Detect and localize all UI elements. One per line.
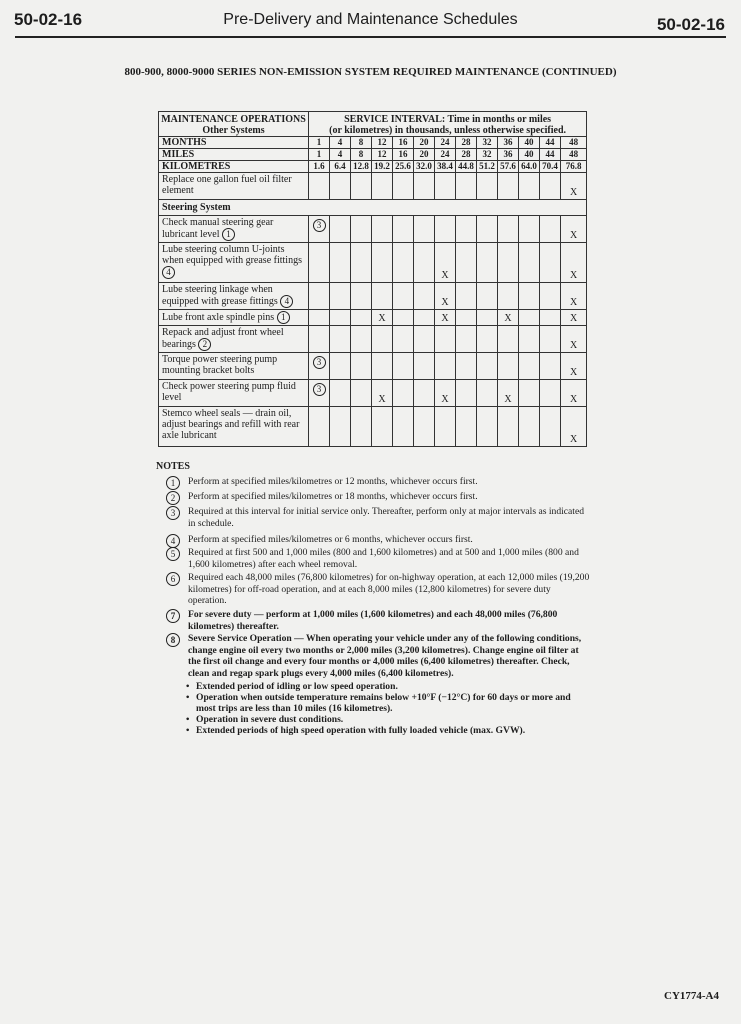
interval-cell: X <box>435 283 456 310</box>
interval-cell <box>330 216 351 243</box>
note-item <box>166 534 590 546</box>
interval-cell <box>498 407 519 447</box>
months-cell: 4 <box>330 137 351 149</box>
miles-cell: 8 <box>351 149 372 161</box>
interval-cell <box>372 283 393 310</box>
kilometres-cell: 38.4 <box>435 161 456 173</box>
kilometres-cell: 19.2 <box>372 161 393 173</box>
operation-cell <box>159 243 309 283</box>
interval-cell <box>456 380 477 407</box>
note-text: Severe Service Operation — When operating your vehicle under any of the following conditions, change engine oil every two months or 2,000 miles (3,200 kilometres). Change engine oil filter at the first oil change and every four months or 4,000 miles (6,400 kilometres) thereafter. Check, clean and regap spark plugs every 4,000 miles (6,400 kilometres). <box>188 633 582 679</box>
interval-cell <box>498 216 519 243</box>
interval-cell <box>414 216 435 243</box>
interval-cell <box>351 173 372 200</box>
interval-cell <box>393 326 414 353</box>
bullet-icon: • <box>186 714 190 725</box>
interval-cell <box>351 407 372 447</box>
interval-cell <box>540 243 561 283</box>
interval-cell: X <box>372 310 393 326</box>
operation-text: Torque power steering pump mounting bracket bolts <box>162 354 278 376</box>
interval-cell: X <box>561 353 587 380</box>
operation-text: Check manual steering gear lubricant level <box>162 217 274 240</box>
note-ref-icon: 2 <box>198 338 211 351</box>
note-number-icon: 2 <box>166 491 180 505</box>
note-number-icon: 5 <box>166 547 180 561</box>
page-number-right: 50-02-16 <box>656 15 725 34</box>
operation-cell <box>159 407 309 447</box>
note-item <box>166 491 590 503</box>
operation-text: Lube front axle spindle pins <box>162 311 275 323</box>
note-number-icon: 6 <box>166 572 180 586</box>
table-row <box>159 216 587 243</box>
note-item <box>166 572 590 607</box>
table-header-row <box>159 112 587 137</box>
document-title: 800-900, 8000-9000 SERIES NON-EMISSION SYSTEM REQUIRED MAINTENANCE (CONTINUED) <box>124 66 617 78</box>
table-row <box>159 283 587 310</box>
interval-cell <box>435 216 456 243</box>
note-number-icon: 3 <box>166 506 180 520</box>
interval-cell: X <box>435 380 456 407</box>
operation-text: Lube steering linkage when equipped with grease fittings <box>162 284 278 307</box>
initial-service-cell <box>309 353 330 380</box>
miles-cell: 48 <box>561 149 587 161</box>
interval-cell <box>477 173 498 200</box>
interval-cell <box>519 243 540 283</box>
note-item <box>166 547 590 570</box>
interval-cell <box>351 380 372 407</box>
miles-label: MILES <box>159 149 309 161</box>
interval-cell <box>540 310 561 326</box>
kilometres-cell: 44.8 <box>456 161 477 173</box>
interval-header-line1: SERVICE INTERVAL: Time in months or miles <box>344 114 552 125</box>
miles-cell: 1 <box>309 149 330 161</box>
interval-cell <box>477 326 498 353</box>
interval-cell <box>393 173 414 200</box>
bullet-text: Extended period of idling or low speed operation. <box>196 681 398 692</box>
interval-cell <box>309 283 330 310</box>
interval-cell <box>414 353 435 380</box>
interval-cell <box>330 173 351 200</box>
operation-text: Lube steering column U-joints when equipped with grease fittings <box>162 244 302 266</box>
interval-cell <box>519 407 540 447</box>
bullet-icon: • <box>186 725 190 736</box>
kilometres-cell: 64.0 <box>519 161 540 173</box>
miles-cell: 40 <box>519 149 540 161</box>
operation-cell <box>159 353 309 380</box>
kilometres-cell: 6.4 <box>330 161 351 173</box>
note-text: Required at first 500 and 1,000 miles (800 and 1,600 kilometres) and at 500 and 1,000 miles (800 and 1,600 kilometres) after each wheel removal. <box>188 547 579 570</box>
interval-cell <box>414 243 435 283</box>
interval-cell <box>414 283 435 310</box>
interval-cell <box>456 243 477 283</box>
interval-cell <box>414 380 435 407</box>
interval-cell <box>330 353 351 380</box>
table-row <box>159 326 587 353</box>
note-text: For severe duty — perform at 1,000 miles (1,600 kilometres) and each 48,000 miles (76,800 kilometres) thereafter. <box>188 609 558 632</box>
table-row <box>159 380 587 407</box>
bullet-item <box>186 681 590 692</box>
interval-cell <box>393 216 414 243</box>
months-cell: 16 <box>393 137 414 149</box>
table-row <box>159 310 587 326</box>
note-text: Perform at specified miles/kilometres or 12 months, whichever occurs first. <box>188 476 478 487</box>
months-cell: 8 <box>351 137 372 149</box>
note-number-icon: 1 <box>166 476 180 490</box>
months-row <box>159 137 587 149</box>
kilometres-cell: 1.6 <box>309 161 330 173</box>
months-label: MONTHS <box>159 137 309 149</box>
operation-cell <box>159 173 309 200</box>
note-ref-icon: 1 <box>277 311 290 324</box>
operation-cell <box>159 326 309 353</box>
operation-cell <box>159 310 309 326</box>
operations-header-line1: MAINTENANCE OPERATIONS <box>161 114 306 125</box>
miles-cell: 44 <box>540 149 561 161</box>
interval-cell <box>330 243 351 283</box>
interval-cell <box>330 380 351 407</box>
interval-cell <box>456 310 477 326</box>
months-cell: 32 <box>477 137 498 149</box>
kilometres-label: KILOMETRES <box>159 161 309 173</box>
interval-header <box>309 112 587 137</box>
interval-cell <box>309 243 330 283</box>
bullet-icon: • <box>186 692 190 703</box>
interval-cell: X <box>498 310 519 326</box>
interval-cell: X <box>561 173 587 200</box>
interval-cell <box>477 380 498 407</box>
interval-cell <box>519 380 540 407</box>
operation-cell <box>159 283 309 310</box>
interval-cell <box>393 407 414 447</box>
interval-cell <box>372 353 393 380</box>
interval-cell <box>519 326 540 353</box>
interval-cell <box>519 283 540 310</box>
note-item <box>166 633 590 679</box>
note-item <box>166 609 590 632</box>
initial-service-cell <box>309 380 330 407</box>
interval-cell <box>309 326 330 353</box>
interval-cell <box>456 216 477 243</box>
interval-cell <box>309 173 330 200</box>
interval-cell <box>456 326 477 353</box>
interval-cell <box>330 326 351 353</box>
note-ref-icon: 4 <box>280 295 293 308</box>
months-cell: 48 <box>561 137 587 149</box>
months-cell: 1 <box>309 137 330 149</box>
months-cell: 12 <box>372 137 393 149</box>
bullet-item <box>186 725 590 736</box>
interval-cell <box>477 407 498 447</box>
interval-cell <box>519 173 540 200</box>
interval-cell <box>372 326 393 353</box>
interval-cell <box>414 407 435 447</box>
miles-cell: 32 <box>477 149 498 161</box>
interval-cell <box>519 216 540 243</box>
note-number-icon: 4 <box>166 534 180 548</box>
interval-cell <box>393 380 414 407</box>
miles-cell: 20 <box>414 149 435 161</box>
interval-cell <box>330 407 351 447</box>
interval-cell <box>435 407 456 447</box>
interval-cell: X <box>561 380 587 407</box>
table-row <box>159 353 587 380</box>
interval-cell <box>498 326 519 353</box>
interval-cell <box>519 353 540 380</box>
interval-cell <box>414 173 435 200</box>
note-ref-icon: 3 <box>313 356 326 369</box>
miles-cell: 12 <box>372 149 393 161</box>
interval-cell <box>540 216 561 243</box>
note-text: Perform at specified miles/kilometres or 18 months, whichever occurs first. <box>188 491 478 502</box>
interval-cell <box>414 326 435 353</box>
interval-cell: X <box>372 380 393 407</box>
interval-cell: X <box>561 283 587 310</box>
page-header-title: Pre-Delivery and Maintenance Schedules <box>223 11 518 28</box>
interval-cell <box>435 173 456 200</box>
kilometres-row <box>159 161 587 173</box>
interval-cell <box>393 310 414 326</box>
interval-cell: X <box>561 216 587 243</box>
notes-heading: NOTES <box>156 461 190 472</box>
page-number-left: 50-02-16 <box>14 10 83 29</box>
interval-cell <box>309 407 330 447</box>
miles-cell: 24 <box>435 149 456 161</box>
operation-text: Repack and adjust front wheel bearings <box>162 327 284 350</box>
months-cell: 40 <box>519 137 540 149</box>
note-ref-icon: 3 <box>313 383 326 396</box>
interval-cell <box>519 310 540 326</box>
table-row <box>159 243 587 283</box>
note-text: Required each 48,000 miles (76,800 kilometres) for on-highway operation, at each 12,000 miles (19,200 kilometres) for off-road operation, and at each 8,000 miles (12,800 kilometres) for severe duty operation. <box>188 572 590 606</box>
miles-cell: 4 <box>330 149 351 161</box>
interval-cell <box>372 243 393 283</box>
miles-cell: 28 <box>456 149 477 161</box>
interval-cell <box>477 216 498 243</box>
interval-cell <box>540 283 561 310</box>
interval-cell <box>456 407 477 447</box>
interval-cell <box>351 310 372 326</box>
note-ref-icon: 1 <box>222 228 235 241</box>
maintenance-table-body <box>159 173 587 447</box>
section-label: Steering System <box>159 200 587 216</box>
header-rule <box>15 36 726 38</box>
interval-cell <box>372 407 393 447</box>
interval-cell <box>540 407 561 447</box>
interval-cell <box>351 326 372 353</box>
bullet-text: Operation in severe dust conditions. <box>196 714 344 725</box>
note-ref-icon: 3 <box>313 219 326 232</box>
interval-cell <box>351 353 372 380</box>
months-cell: 28 <box>456 137 477 149</box>
note-text: Required at this interval for initial service only. Thereafter, perform only at major intervals as indicated in schedule. <box>188 506 585 529</box>
operation-text: Stemco wheel seals — drain oil, adjust bearings and refill with rear axle lubricant <box>162 408 300 441</box>
table-row <box>159 173 587 200</box>
interval-cell: X <box>561 243 587 283</box>
interval-header-line2: (or kilometres) in thousands, unless otherwise specified. <box>329 125 567 136</box>
months-cell: 44 <box>540 137 561 149</box>
kilometres-cell: 57.6 <box>498 161 519 173</box>
interval-cell <box>477 283 498 310</box>
interval-cell: X <box>498 380 519 407</box>
months-cell: 36 <box>498 137 519 149</box>
operation-text: Check power steering pump fluid level <box>162 381 296 403</box>
note-number-icon: 8 <box>166 633 180 647</box>
bullet-item <box>186 714 590 725</box>
interval-cell <box>372 216 393 243</box>
interval-cell <box>498 283 519 310</box>
interval-cell <box>540 353 561 380</box>
interval-cell <box>435 353 456 380</box>
interval-cell <box>477 353 498 380</box>
interval-cell: X <box>561 326 587 353</box>
interval-cell <box>498 353 519 380</box>
kilometres-cell: 76.8 <box>561 161 587 173</box>
interval-cell <box>540 380 561 407</box>
kilometres-cell: 51.2 <box>477 161 498 173</box>
months-cell: 20 <box>414 137 435 149</box>
kilometres-cell: 32.0 <box>414 161 435 173</box>
bullet-icon: • <box>186 681 190 692</box>
operations-header <box>159 112 309 137</box>
interval-cell <box>351 216 372 243</box>
interval-cell <box>456 283 477 310</box>
interval-cell <box>414 310 435 326</box>
interval-cell <box>498 243 519 283</box>
operation-text: Replace one gallon fuel oil filter element <box>162 174 292 196</box>
note-number-icon: 7 <box>166 609 180 623</box>
kilometres-cell: 70.4 <box>540 161 561 173</box>
operation-cell <box>159 380 309 407</box>
operation-cell <box>159 216 309 243</box>
note-item <box>166 476 590 488</box>
bullet-text: Operation when outside temperature remains below +10°F (−12°C) for 60 days or more and most trips are less than 10 miles (16 kilometres). <box>196 692 571 714</box>
operations-header-line2: Other Systems <box>202 125 265 136</box>
initial-service-cell <box>309 216 330 243</box>
interval-cell <box>330 283 351 310</box>
interval-cell <box>456 173 477 200</box>
note-text: Perform at specified miles/kilometres or 6 months, whichever occurs first. <box>188 534 473 545</box>
note-ref-icon: 4 <box>162 266 175 279</box>
kilometres-cell: 12.8 <box>351 161 372 173</box>
maintenance-table <box>158 111 587 447</box>
interval-cell <box>372 173 393 200</box>
interval-cell: X <box>435 310 456 326</box>
interval-cell <box>393 353 414 380</box>
interval-cell: X <box>561 407 587 447</box>
figure-code: CY1774-A4 <box>664 990 719 1002</box>
interval-cell: X <box>561 310 587 326</box>
months-cell: 24 <box>435 137 456 149</box>
bullet-text: Extended periods of high speed operation with fully loaded vehicle (max. GVW). <box>196 725 526 736</box>
interval-cell <box>540 326 561 353</box>
miles-cell: 36 <box>498 149 519 161</box>
interval-cell: X <box>435 243 456 283</box>
miles-row <box>159 149 587 161</box>
bullet-item <box>186 692 590 714</box>
interval-cell <box>540 173 561 200</box>
table-row <box>159 407 587 447</box>
interval-cell <box>393 283 414 310</box>
miles-cell: 16 <box>393 149 414 161</box>
interval-cell <box>435 326 456 353</box>
interval-cell <box>309 310 330 326</box>
interval-cell <box>351 243 372 283</box>
interval-cell <box>498 173 519 200</box>
note-item <box>166 506 590 529</box>
interval-cell <box>477 310 498 326</box>
interval-cell <box>330 310 351 326</box>
section-row <box>159 200 587 216</box>
interval-cell <box>456 353 477 380</box>
interval-cell <box>351 283 372 310</box>
kilometres-cell: 25.6 <box>393 161 414 173</box>
interval-cell <box>393 243 414 283</box>
interval-cell <box>477 243 498 283</box>
